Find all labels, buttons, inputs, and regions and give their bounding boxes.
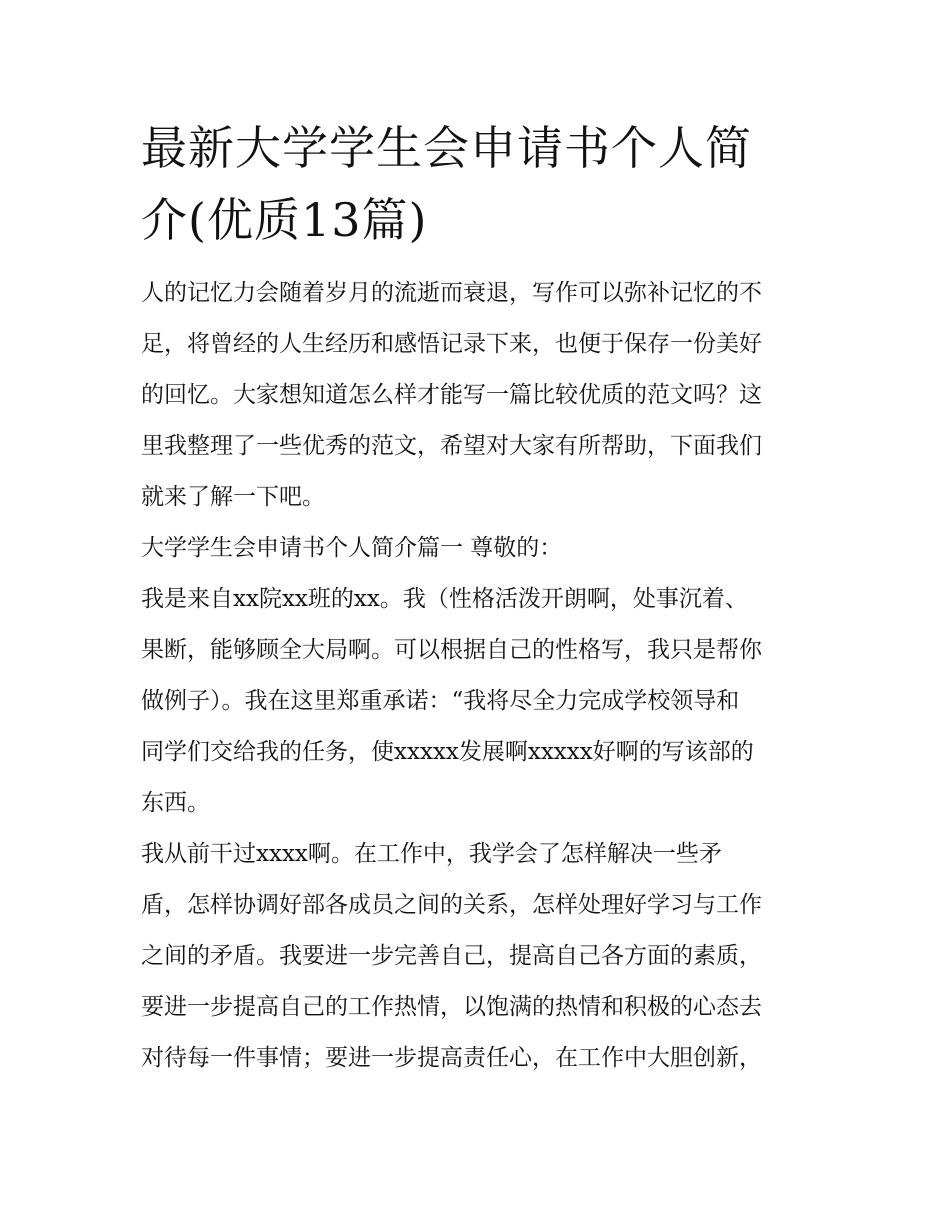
body-line: 盾，怎样协调好部各成员之间的关系，怎样处理好学习与工作	[141, 892, 762, 918]
body-line: 东西。	[141, 790, 210, 816]
body-line: 做例子）。我在这里郑重承诺：“我将尽全力完成学校领导和	[141, 688, 740, 714]
title-line: 最新大学学生会申请书个人简	[141, 121, 752, 175]
body-line: 我从前干过xxxx啊。在工作中，我学会了怎样解决一些矛	[141, 841, 722, 867]
body-line: 果断，能够顾全大局啊。可以根据自己的性格写，我只是帮你	[141, 637, 762, 663]
body-line: 的回忆。大家想知道怎么样才能写一篇比较优质的范文吗？这	[141, 382, 762, 408]
section-heading-line: 大学学生会申请书个人简介篇一 尊敬的：	[141, 535, 563, 561]
body-line: 同学们交给我的任务，使xxxxx发展啊xxxxx好啊的写该部的	[141, 739, 754, 765]
body-line: 我是来自xx院xx班的xx。我（性格活泼开朗啊，处事沉着、	[141, 586, 748, 612]
title-line: 介(优质13篇)	[141, 193, 428, 247]
body-line: 里我整理了一些优秀的范文，希望对大家有所帮助，下面我们	[141, 433, 762, 459]
document-content	[141, 112, 811, 1084]
body-line: 要进一步提高自己的工作热情，以饱满的热情和积极的心态去	[141, 994, 762, 1020]
body-line: 就来了解一下吧。	[141, 484, 325, 510]
body-line: 足，将曾经的人生经历和感悟记录下来，也便于保存一份美好	[141, 331, 762, 357]
document-title	[141, 112, 811, 256]
body-line: 对待每一件事情；要进一步提高责任心，在工作中大胆创新，	[141, 1045, 762, 1071]
document-body	[141, 268, 811, 1084]
body-line: 之间的矛盾。我要进一步完善自己，提高自己各方面的素质，	[141, 943, 762, 969]
body-line: 人的记忆力会随着岁月的流逝而衰退，写作可以弥补记忆的不	[141, 280, 762, 306]
